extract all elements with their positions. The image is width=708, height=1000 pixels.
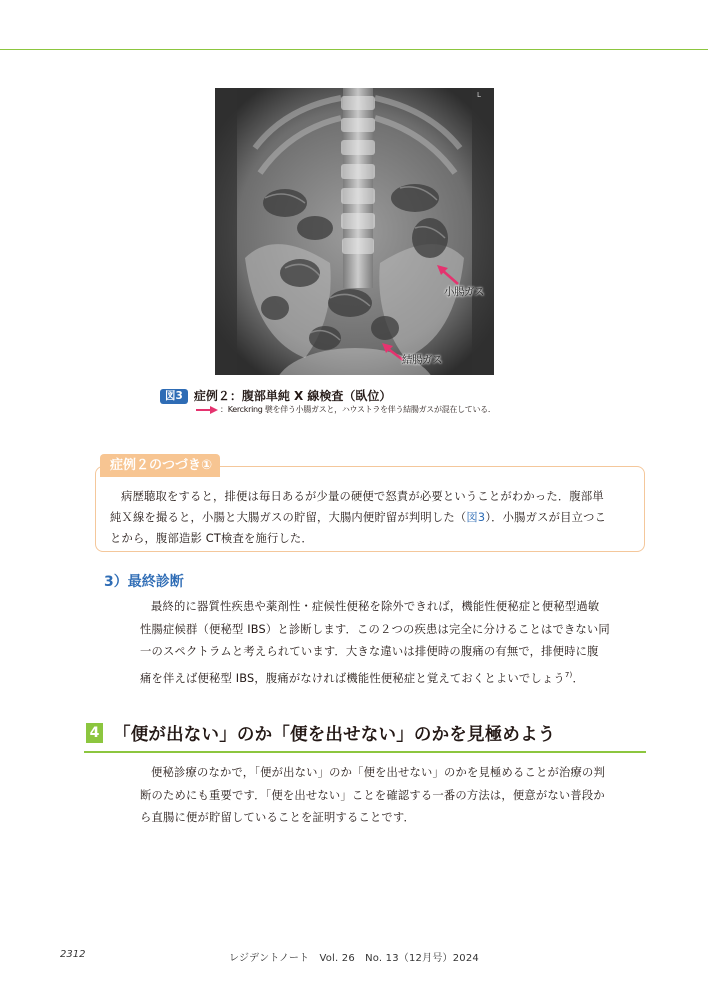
- case-line-1: 病歴聴取をすると，排便は毎日あるが少量の硬便で怒責が必要ということがわかった．腹部単: [121, 490, 604, 503]
- figure-reference-link[interactable]: 図3: [466, 511, 486, 524]
- section-title-rule: [84, 751, 646, 753]
- figure-badge: 図3: [160, 389, 188, 404]
- section-number-badge: 4: [86, 723, 103, 743]
- paragraph-line: 最終的に器質性疾患や薬剤性・症候性便秘を除外できれば，機能性便秘症と便秘型過敏: [151, 600, 600, 613]
- small-intestine-gas-label: 小腸ガス: [444, 286, 484, 298]
- paragraph-line: 便秘診療のなかで，「便が出ない」のか「便を出せない」のかを見極めることが治療の判: [151, 766, 606, 779]
- case-line-2: 純Ｘ線を撮ると，小腸と大腸ガスの貯留，大腸内便貯留が判明した（図3）．小腸ガスが目立つこ: [110, 511, 607, 524]
- header-rule: [0, 49, 708, 50]
- xray-corner-mark: L: [477, 91, 481, 99]
- section4-body: [140, 762, 640, 830]
- case-box-tab: 症例２のつづき①: [100, 454, 220, 477]
- final-diagnosis-body: [140, 596, 640, 690]
- paragraph-line: 痛を伴えば便秘型 IBS，腹痛がなければ機能性便秘症と覚えておくとよいでしょう$^{7)}$．: [140, 670, 584, 685]
- page-number: 2312: [60, 949, 86, 960]
- section-title: 「便が出ない」のか「便を出せない」のかを見極めよう: [113, 725, 556, 745]
- case-line-3: とから，腹部造影 CT検査を施行した．: [110, 532, 313, 545]
- colon-gas-label: 結腸ガス: [402, 354, 442, 366]
- case-box-text: [110, 486, 632, 549]
- paragraph-line: ら直腸に便が貯留していることを証明することです．: [140, 811, 416, 824]
- figure-caption: [160, 387, 391, 404]
- running-footer: レジデントノート Vol. 26 No. 13（12月号）2024: [229, 953, 479, 964]
- figure-caption-note: [196, 404, 496, 415]
- figure-caption-title: 症例２：腹部単純 X 線検査（臥位）: [193, 389, 392, 403]
- citation-superscript[interactable]: 7): [564, 670, 573, 679]
- paragraph-line: 一のスペクトラムと考えられています．大きな違いは排便時の腹痛の有無で，排便時に腹: [140, 645, 599, 658]
- abdominal-xray-image: [215, 88, 494, 375]
- small-intestine-arrow: [436, 264, 460, 286]
- paragraph-line: 性腸症候群（便秘型 IBS）と診断します．この２つの疾患は完全に分けることはできない同: [140, 622, 610, 636]
- legend-arrow-icon: [196, 406, 218, 414]
- paragraph-line: 断のためにも重要です．「便を出せない」ことを確認する一番の方法は，便意がない普段か: [140, 788, 605, 802]
- final-diagnosis-heading: 3）最終診断: [104, 574, 184, 590]
- caption-note-text: ：Kerckring 襞を伴う小腸ガスと，ハウストラを伴う結腸ガスが混在している．: [220, 405, 496, 414]
